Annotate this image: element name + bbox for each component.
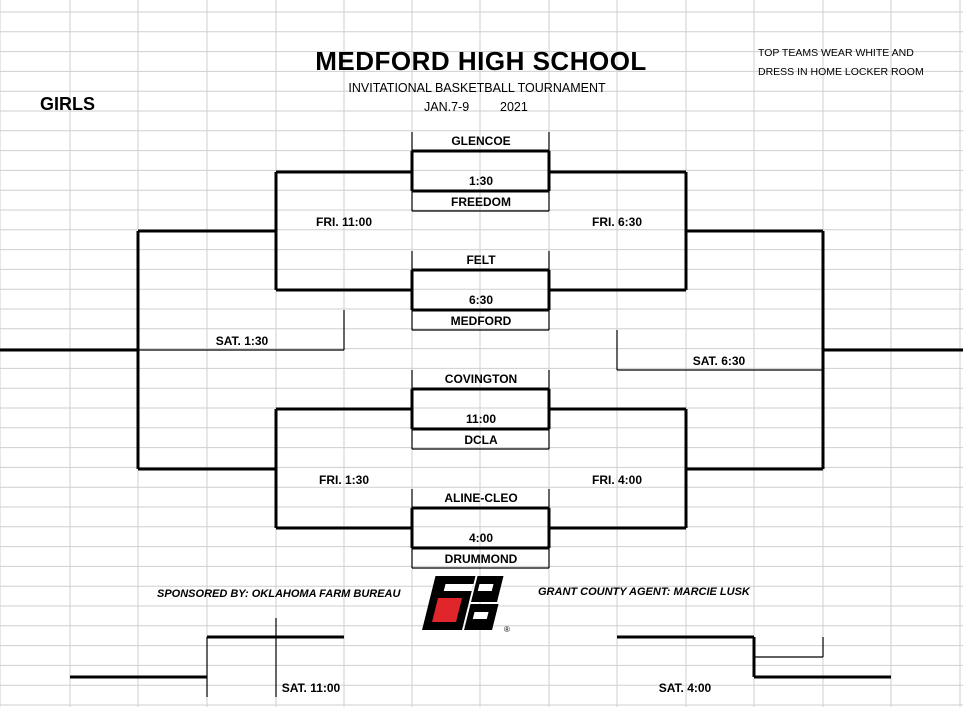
game-time: 1:30: [468, 174, 494, 188]
tournament-name: INVITATIONAL BASKETBALL TOURNAMENT: [348, 81, 606, 95]
county-agent-line: GRANT COUNTY AGENT: MARCIE LUSK: [538, 586, 750, 598]
game-time: 11:00: [465, 412, 497, 426]
game-time-left-upper: FRI. 11:00: [315, 215, 373, 229]
team-slot: DCLA: [464, 433, 498, 447]
team-slot: FELT: [466, 253, 496, 267]
consolation-time-right: SAT. 4:00: [658, 681, 712, 695]
tournament-dates: JAN.7-9: [424, 100, 470, 114]
sponsor-line: SPONSORED BY: OKLAHOMA FARM BUREAU: [157, 588, 401, 600]
game-time: 4:00: [468, 531, 494, 545]
consolation-time-left: SAT. 11:00: [281, 681, 341, 695]
game-time-right-lower: FRI. 4:00: [591, 473, 643, 487]
game-time: 6:30: [468, 293, 494, 307]
game-time-right-upper: FRI. 6:30: [591, 215, 643, 229]
note-line-1: TOP TEAMS WEAR WHITE AND: [758, 47, 914, 59]
team-slot: DRUMMOND: [444, 552, 518, 566]
team-slot: GLENCOE: [451, 134, 511, 148]
page-title: MEDFORD HIGH SCHOOL: [315, 46, 647, 76]
division-label: GIRLS: [40, 94, 96, 114]
team-slot: COVINGTON: [444, 372, 518, 386]
tournament-year: 2021: [500, 100, 528, 114]
team-slot: FREEDOM: [451, 195, 511, 209]
note-line-2: DRESS IN HOME LOCKER ROOM: [758, 66, 924, 78]
svg-text:®: ®: [504, 625, 510, 634]
game-time-left-lower: FRI. 1:30: [318, 473, 370, 487]
game-time-final-left: SAT. 1:30: [215, 334, 269, 348]
team-slot: MEDFORD: [450, 314, 512, 328]
farm-bureau-logo: [420, 574, 512, 634]
game-time-final-right: SAT. 6:30: [692, 354, 746, 368]
team-slot: ALINE-CLEO: [444, 491, 518, 505]
